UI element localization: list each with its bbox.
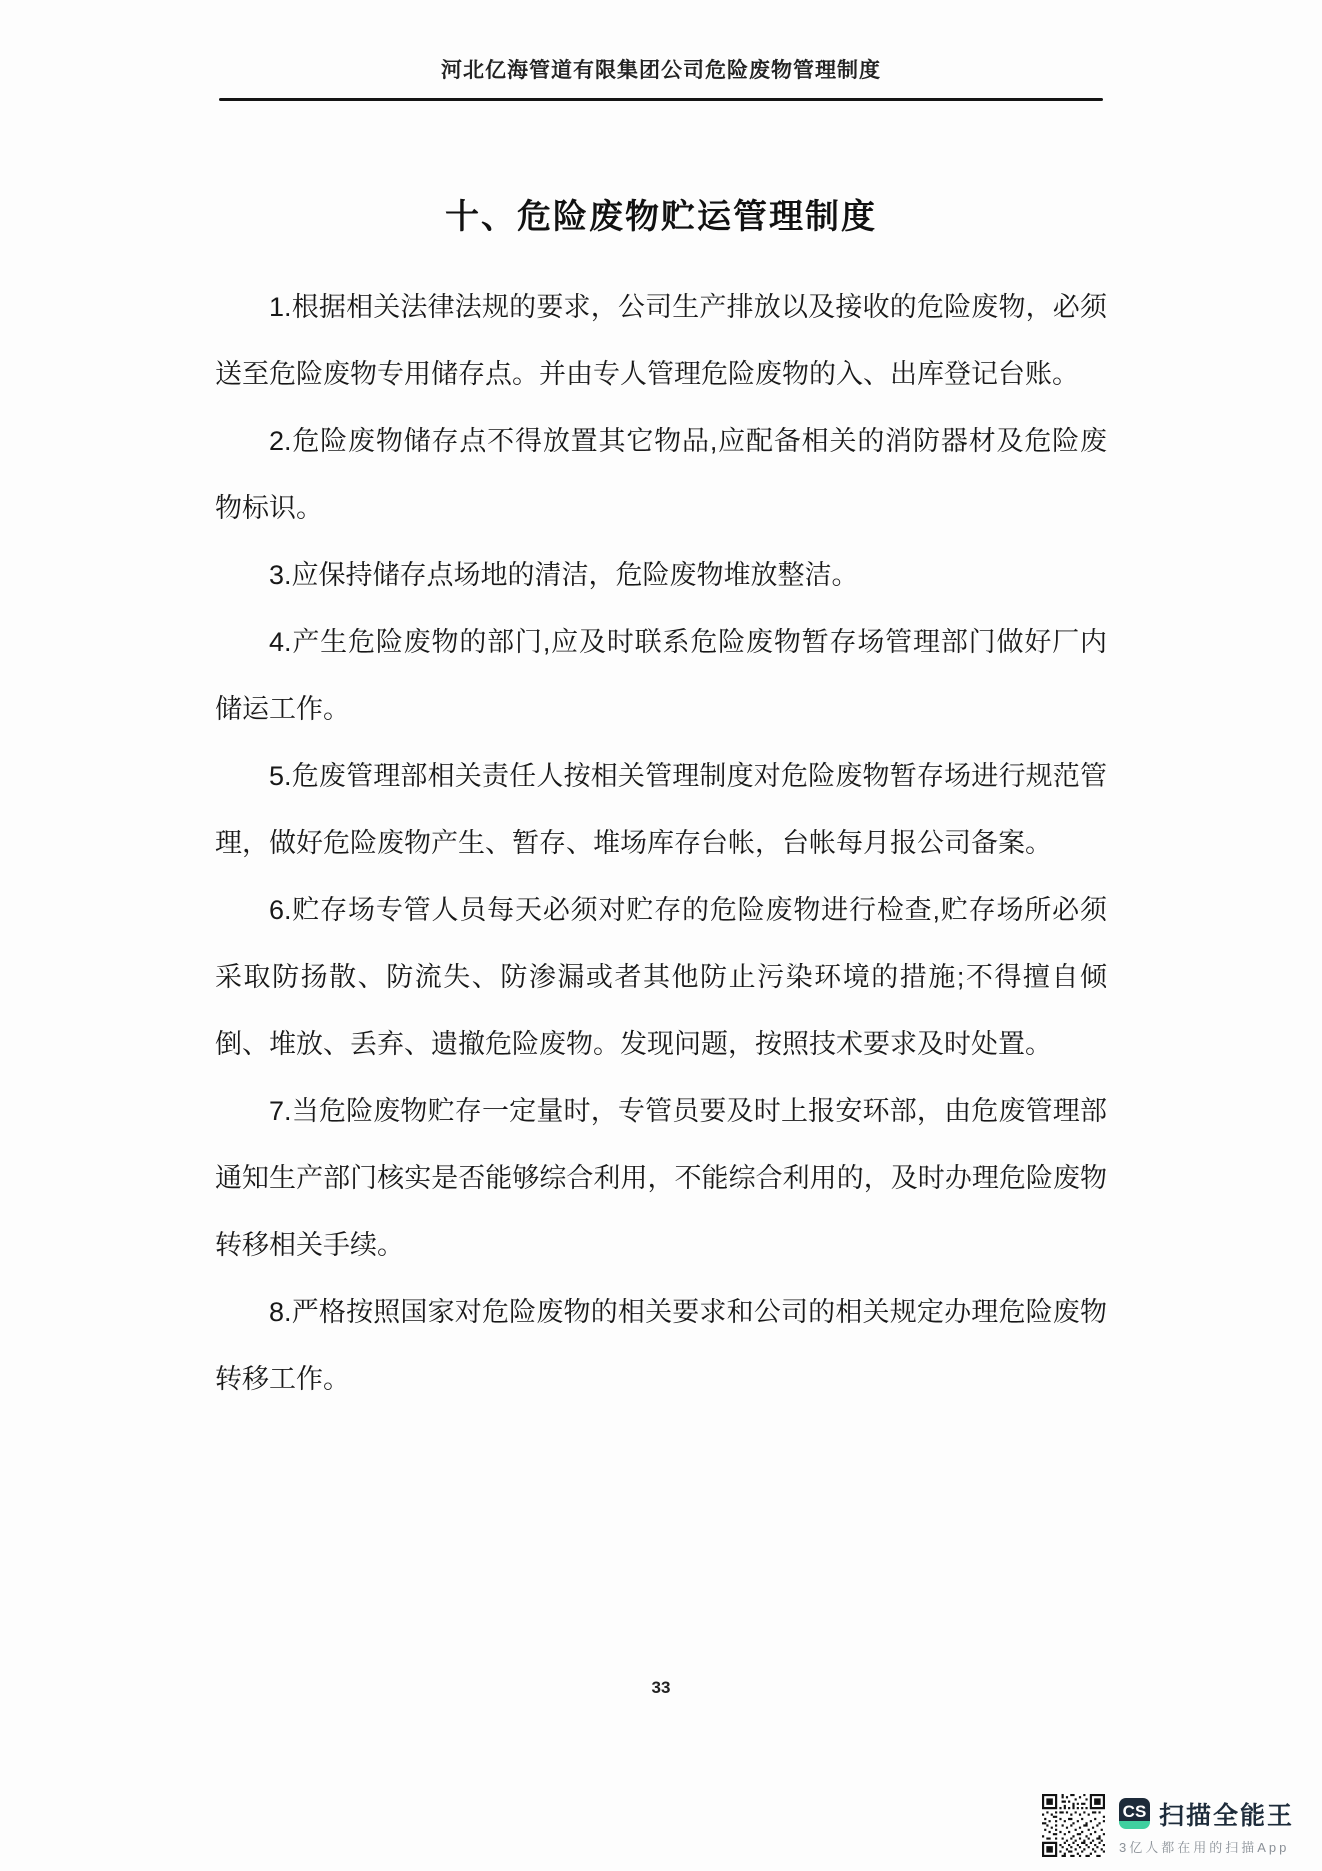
document-body xyxy=(215,274,1107,1413)
page-title: 十、危险废物贮运管理制度 xyxy=(445,198,877,236)
paragraph: 2.危险废物储存点不得放置其它物品,应配备相关的消防器材及危险废物标识。 xyxy=(215,426,1107,523)
page-number: 33 xyxy=(651,1678,671,1697)
paragraph: 8.严格按照国家对危险废物的相关要求和公司的相关规定办理危险废物转移工作。 xyxy=(215,1297,1107,1394)
scanner-app-name: 扫描全能王 xyxy=(1158,1801,1294,1830)
scanner-watermark xyxy=(1042,1794,1294,1857)
qr-code-icon xyxy=(1042,1794,1105,1857)
document-header xyxy=(0,0,1322,101)
paragraph: 4.产生危险废物的部门,应及时联系危险废物暂存场管理部门做好厂内储运工作。 xyxy=(215,627,1107,724)
header-divider xyxy=(219,98,1103,101)
document-header-title: 河北亿海管道有限集团公司危险废物管理制度 xyxy=(441,59,881,82)
paragraph: 3.应保持储存点场地的清洁，危险废物堆放整洁。 xyxy=(269,560,859,590)
paragraph: 5.危废管理部相关责任人按相关管理制度对危险废物暂存场进行规范管理，做好危险废物产生、暂存、堆场库存台帐，台帐每月报公司备案。 xyxy=(215,761,1107,858)
paragraph: 7.当危险废物贮存一定量时，专管员要及时上报安环部，由危废管理部通知生产部门核实是否能够综合利用，不能综合利用的，及时办理危险废物转移相关手续。 xyxy=(215,1096,1107,1260)
paragraph: 1.根据相关法律法规的要求，公司生产排放以及接收的危险废物，必须送至危险废物专用储存点。并由专人管理危险废物的入、出库登记台账。 xyxy=(215,292,1107,389)
scanner-app-tagline: 3亿人都在用的扫描App xyxy=(1118,1839,1290,1855)
scanner-badge-text xyxy=(1119,1796,1294,1856)
camscanner-logo-icon: CS xyxy=(1119,1798,1150,1829)
paragraph: 6.贮存场专管人员每天必须对贮存的危险废物进行检查,贮存场所必须采取防扬散、防流失、防渗漏或者其他防止污染环境的措施;不得擅自倾倒、堆放、丢弃、遗撤危险废物。发现问题，按照技术要求及时处置。 xyxy=(215,895,1108,1059)
